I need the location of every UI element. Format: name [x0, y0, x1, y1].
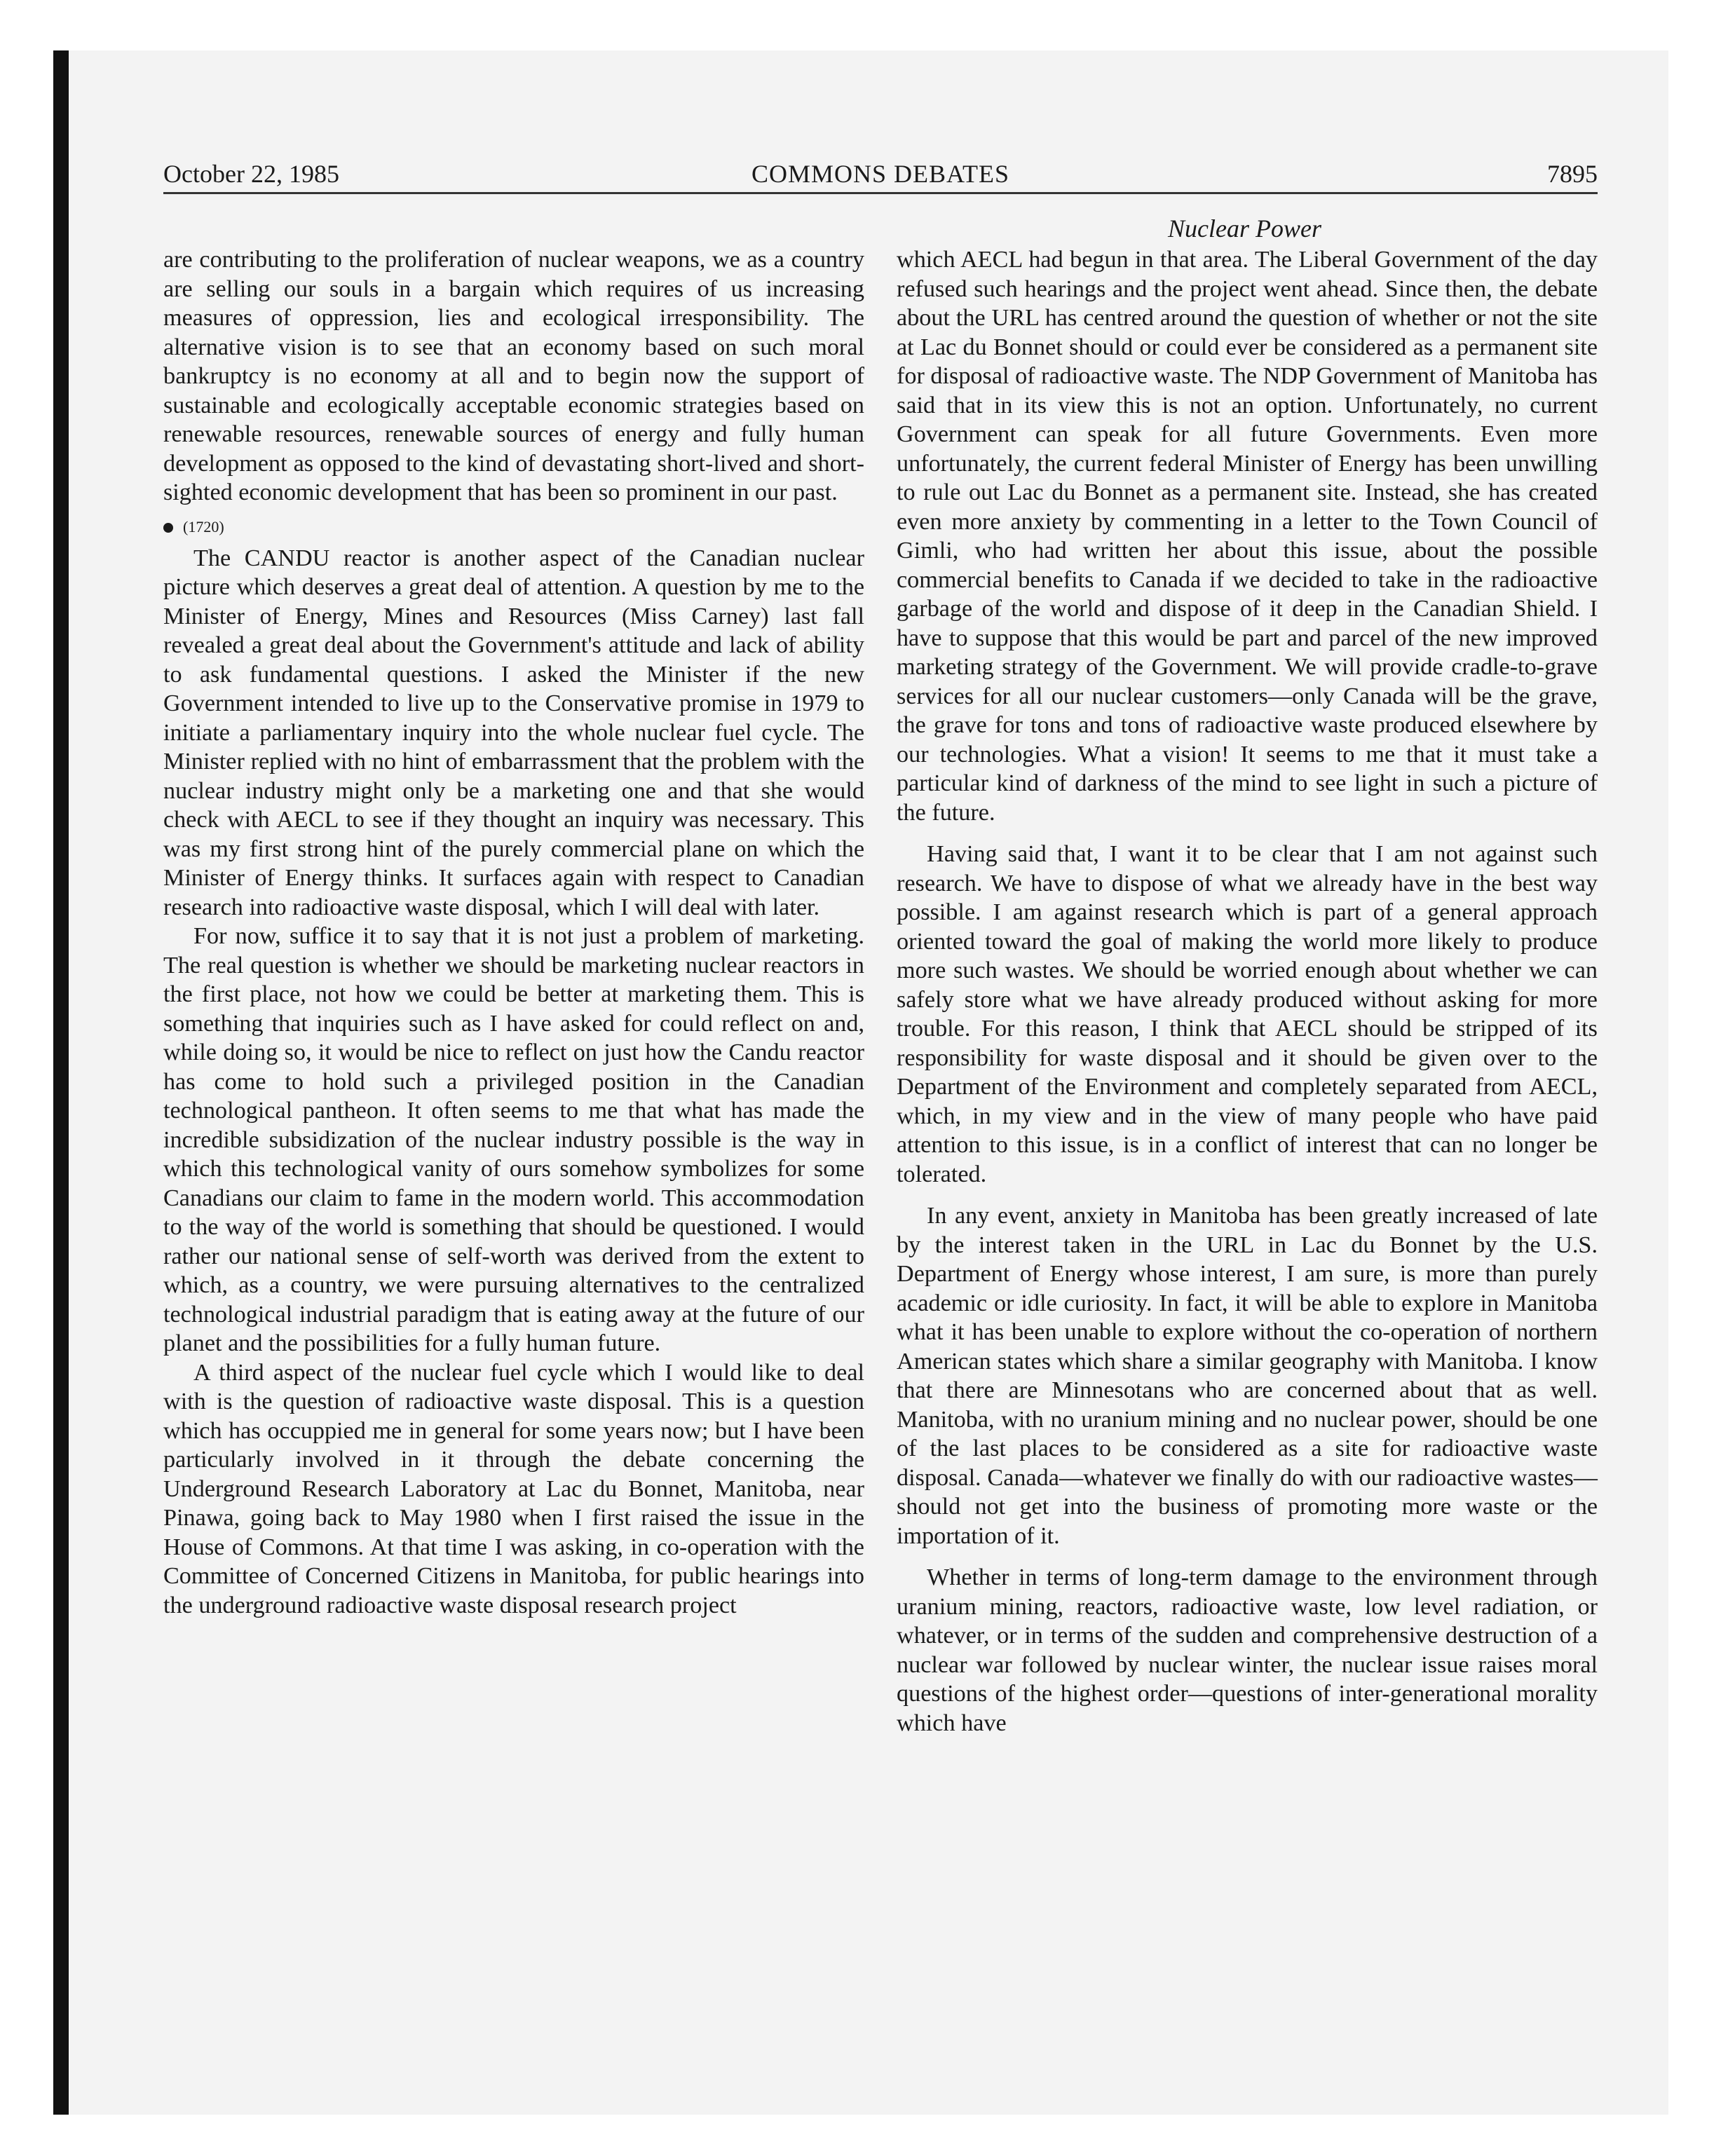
time-marker [163, 513, 864, 541]
section-title: Nuclear Power [1168, 214, 1321, 243]
scan-binding-edge [53, 50, 69, 2115]
right-paragraph-4: Whether in terms of long-term damage to the environment through uranium mining, reactors, radioactive waste, low level radiation, or whatever, or in terms of the sudden and comprehensive destruction of a nuclear war followed by nuclear winter, the nuclear issue raises moral questions of the highest order—questions of inter-generational morality which have [897, 1564, 1598, 1736]
left-column [163, 245, 864, 1620]
running-header [163, 158, 1598, 194]
left-paragraph-4: A third aspect of the nuclear fuel cycle which I would like to deal with is the question of radioactive waste disposal. This is a question which has occuppied me in general for some years now; but I have been particularly involved in it through the debate concerning the Underground Research Laboratory at Lac du Bonnet, Manitoba, near Pinawa, going back to May 1980 when I first raised the issue in the House of Commons. At that time I was asking, in co-operation with the Committee of Concerned Citizens in Manitoba, for public hearings into the underground radioactive waste disposal research project [163, 1359, 864, 1618]
right-paragraph-2: Having said that, I want it to be clear that I am not against such research. We have to dispose of what we already have in the best way possible. I am against research which is part of a general approach oriented toward the goal of making the world more likely to produce more such wastes. We should be worried enough about whether we can safely store what we have already produced without asking for more trouble. For this reason, I think that AECL should be stripped of its responsibility for waste disposal and it should be given over to the Department of the Environment and completely separated from AECL, which, in my view and in the view of many people who have paid attention to this issue, is in a conflict of interest that can no longer be tolerated. [897, 841, 1598, 1187]
right-paragraph-3: In any event, anxiety in Manitoba has been greatly increased of late by the interest taken in the URL in Lac du Bonnet by the U.S. Department of Energy whose interest, I am sure, is more than purely academic or idle curiosity. In fact, it will be able to explore in Manitoba what it has been unable to explore without the co-operation of northern American states which share a similar geography with Manitoba. I know that there are Minnesotans who are concerned about that as well. Manitoba, with no uranium mining and no nuclear power, should be one of the last places to be considered as a site for radioactive waste disposal. Canada—whatever we finally do with our radioactive wastes—should not get into the business of promoting more waste or the importation of it. [897, 1203, 1598, 1549]
header-page-number: 7895 [1547, 160, 1598, 188]
left-paragraph-1: are contributing to the proliferation of nuclear weapons, we as a country are selling our souls in a bargain which requires of us increasing measures of oppression, lies and ecological irresponsibility. The alternative vision is to see that an economy based on such moral bankruptcy is no economy at all and to begin now the support of sustainable and ecologically acceptable economic strategies based on renewable resources, renewable sources of energy and fully human development as opposed to the kind of devastating short-lived and short-sighted economic development that has been so prominent in our past. [163, 247, 864, 505]
left-paragraph-2: The CANDU reactor is another aspect of the Canadian nuclear picture which deserves a great deal of attention. A question by me to the Minister of Energy, Mines and Resources (Miss Carney) last fall revealed a great deal about the Government's attitude and lack of ability to ask fundamental questions. I asked the Minister if the new Government intended to live up to the Conservative promise in 1979 to initiate a parliamentary inquiry into the whole nuclear fuel cycle. The Minister replied with no hint of embarrassment that the problem with the nuclear industry might only be a marketing one and that she would check with AECL to see if they thought an inquiry was necessary. This was my first strong hint of the purely commercial plane on which the Minister of Energy thinks. It surfaces again with respect to Canadian research into radioactive waste disposal, which I will deal with later. [163, 545, 864, 920]
bullet-icon [163, 523, 173, 533]
header-date: October 22, 1985 [163, 160, 339, 188]
time-marker-text: (1720) [183, 517, 224, 535]
left-paragraph-3: For now, suffice it to say that it is not just a problem of marketing. The real question is whether we should be marketing nuclear reactors in the first place, not how we could be better at marketing them. This is something that inquiries such as I have asked for could reflect on and, while doing so, it would be nice to reflect on just how the Candu reactor has come to hold such a privileged position in the Canadian technological pantheon. It often seems to me that what has made the incredible subsidization of the nuclear industry possible is the way in which this technological vanity of ours somehow symbolizes for some Canadians our claim to fame in the modern world. This accommodation to the way of the world is something that should be questioned. I would rather our national sense of self-worth was derived from the extent to which, as a country, we were pursuing alternatives to the centralized technological industrial paradigm that is eating away at the future of our planet and the possibilities for a fully human future. [163, 923, 864, 1356]
header-publication-title: COMMONS DEBATES [751, 160, 1010, 188]
right-paragraph-1: which AECL had begun in that area. The Liberal Government of the day refused such hearings and the project went ahead. Since then, the debate about the URL has centred around the question of whether or not the site at Lac du Bonnet should or could ever be considered as a permanent site for disposal of radioactive waste. The NDP Government of Manitoba has said that in its view this is not an option. Unfortunately, no current Government can speak for all future Governments. Even more unfortunately, the current federal Minister of Energy has been unwilling to rule out Lac du Bonnet as a permanent site. Instead, she has created even more anxiety by commenting in a letter to the Town Council of Gimli, who had written her about this issue, about the possible commercial benefits to Canada if we decided to take in the radioactive garbage of the world and dispose of it deep in the Canadian Shield. I have to suppose that this would be part and parcel of the new improved marketing strategy of the Government. We will provide cradle-to-grave services for all our nuclear customers—only Canada will be the grave, the grave for tons and tons of radioactive waste produced elsewhere by our technologies. What a vision! It seems to me that it must take a particular kind of darkness of the mind to see light in such a picture of the future. [897, 247, 1598, 826]
right-column [897, 245, 1598, 1738]
